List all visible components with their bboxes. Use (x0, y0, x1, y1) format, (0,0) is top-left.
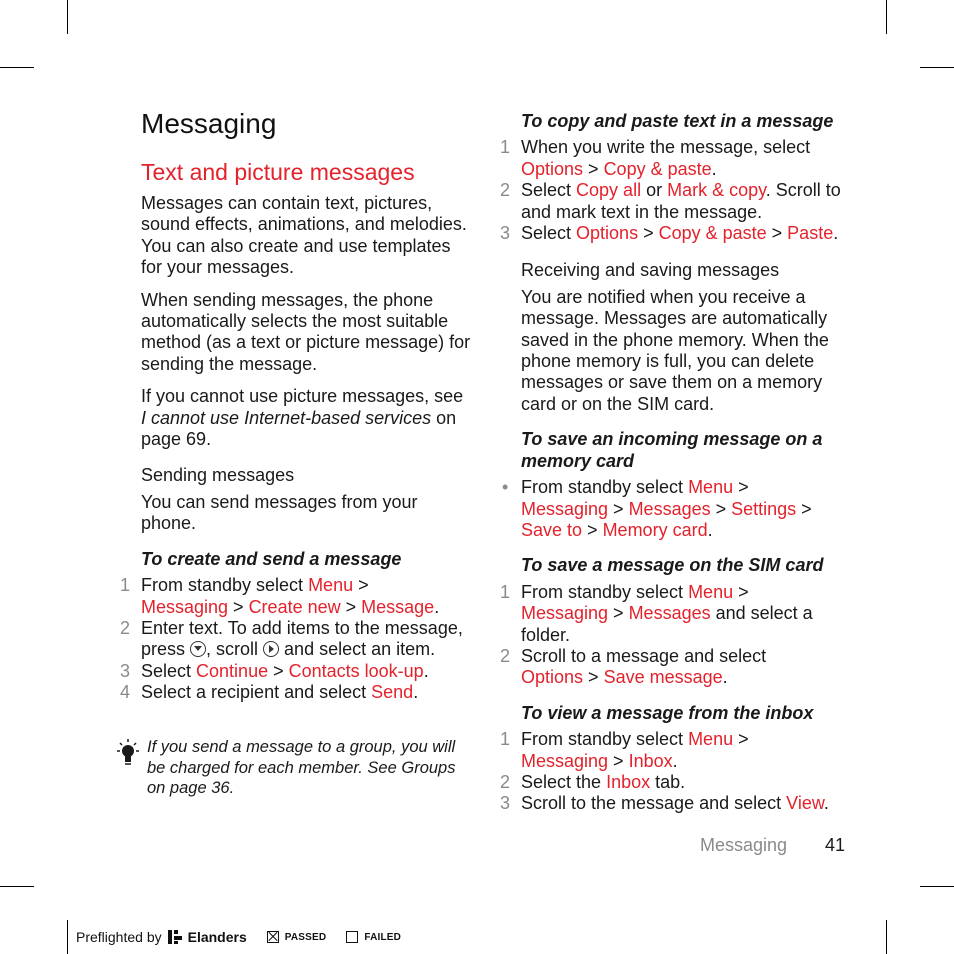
step (500, 137, 851, 180)
crop-mark (920, 67, 954, 68)
separator: > (228, 596, 249, 617)
crop-mark (0, 67, 34, 68)
bullet: • (502, 477, 509, 498)
text: From standby select (521, 729, 689, 750)
step (500, 771, 851, 793)
separator: > (796, 498, 812, 519)
menu-item-paste: Paste (787, 223, 834, 244)
right-column (500, 111, 851, 815)
text: . (823, 793, 829, 814)
text: Select (521, 180, 577, 201)
crop-mark (886, 920, 887, 954)
body-text: You can send messages from your phone. (141, 491, 418, 534)
separator: > (608, 603, 629, 624)
text: on page 69. (141, 407, 457, 450)
text: tab. (650, 771, 686, 792)
task-heading: To create and send a message (141, 548, 402, 569)
text: When you write the message, select (521, 137, 811, 158)
crop-mark (920, 886, 954, 887)
text: If you cannot use picture messages, see (141, 386, 464, 407)
separator: > (608, 750, 629, 771)
separator: > (582, 519, 603, 540)
text: Scroll to a message and select (521, 645, 767, 666)
menu-item-options: Options (521, 667, 584, 688)
text: . (707, 519, 713, 540)
text: From standby select (141, 575, 309, 596)
menu-item-continue: Continue (196, 660, 269, 681)
brand-name: Elanders (187, 929, 247, 945)
menu-item-send: Send (371, 682, 414, 703)
task-heading: To view a message from the inbox (521, 702, 814, 723)
text: and select an item. (279, 639, 436, 660)
separator: > (583, 158, 604, 179)
text: . (672, 750, 678, 771)
text: Select (141, 660, 197, 681)
step (500, 793, 851, 814)
footer-section-name: Messaging (700, 835, 788, 855)
text: . (423, 660, 429, 681)
text: . (413, 682, 419, 703)
menu-item-memory-card: Memory card (602, 519, 708, 540)
crop-mark (67, 920, 68, 954)
text: . (722, 667, 728, 688)
intro-paragraph (141, 386, 471, 450)
separator: > (608, 498, 629, 519)
step (500, 645, 851, 689)
menu-item-create-new: Create new (248, 596, 341, 617)
selection-key-icon (190, 641, 206, 657)
text: Select a recipient and select (141, 682, 372, 703)
subheading: Sending messages (141, 465, 295, 486)
step-number: 3 (500, 223, 511, 244)
step-number: 3 (120, 660, 131, 681)
text: , scroll (206, 639, 264, 660)
text: Enter text. To add items to the message, press (141, 617, 463, 660)
step-number: 2 (500, 771, 511, 792)
menu-item-messaging: Messaging (141, 596, 229, 617)
menu-item-messaging: Messaging (521, 498, 609, 519)
menu-item-menu: Menu (688, 581, 734, 602)
text: Select the (521, 771, 607, 792)
intro-paragraph: Messages can contain text, pictures, sound effects, animations, and melodies. You can also create and use templates for your messages. (141, 193, 467, 278)
lightbulb-tip-icon (114, 737, 142, 767)
menu-item-inbox: Inbox (606, 771, 651, 792)
menu-item-menu: Menu (688, 729, 734, 750)
menu-item-inbox: Inbox (628, 750, 673, 771)
text: and select a folder. (521, 603, 813, 645)
bullet-item (502, 477, 851, 541)
text: From standby select (521, 477, 689, 498)
tip-text: If you send a message to a group, you will be charged for each member. See Groups on page 36. (147, 738, 456, 797)
passed-label: PASSED (284, 931, 327, 943)
menu-item-messages: Messages (628, 498, 711, 519)
step-number: 4 (120, 682, 131, 703)
step-number: 1 (500, 137, 511, 158)
preflight-label: Preflighted by (76, 929, 162, 945)
menu-item-message: Message (361, 596, 435, 617)
page-number: 41 (825, 835, 846, 855)
step-number: 3 (500, 793, 511, 814)
section-title: Text and picture messages (141, 159, 415, 185)
text: . (833, 223, 839, 244)
page-title: Messaging (141, 108, 277, 139)
crop-mark (0, 886, 34, 887)
menu-item-messages: Messages (628, 603, 711, 624)
text: . (711, 158, 717, 179)
menu-item-options: Options (521, 158, 584, 179)
failed-label: FAILED (364, 931, 402, 943)
menu-item-copy-all: Copy all (576, 180, 642, 201)
menu-item-settings: Settings (731, 498, 797, 519)
step-number: 1 (500, 581, 511, 602)
unchecked-box-icon (346, 931, 358, 943)
text: From standby select (521, 581, 689, 602)
separator: > (733, 729, 749, 750)
menu-item-messaging: Messaging (521, 750, 609, 771)
left-column (120, 193, 471, 704)
separator: > (733, 581, 749, 602)
crop-mark (886, 0, 887, 34)
preflight-stamp (76, 929, 401, 945)
text: Scroll to the message and select (521, 793, 787, 814)
subheading: Receiving and saving messages (521, 260, 780, 281)
separator: > (638, 223, 659, 244)
separator: > (733, 477, 749, 498)
step (120, 682, 471, 703)
body-text: You are notified when you receive a message. Messages are automatically saved in the phone memory. When the phone memory is full, you can delete messages or save them on a memory card or on the SIM card. (521, 286, 829, 414)
menu-item-save-to: Save to (521, 519, 583, 540)
step (120, 617, 471, 661)
step (120, 660, 471, 682)
navigation-key-icon (263, 641, 279, 657)
separator: > (583, 667, 604, 688)
separator: > (353, 575, 369, 596)
step (500, 223, 851, 244)
elanders-logo-icon (168, 930, 182, 944)
step (500, 729, 851, 772)
step-number: 2 (120, 617, 131, 638)
intro-paragraph: When sending messages, the phone automatically selects the most suitable method (as a text or picture message) for sending the message. (141, 289, 471, 374)
menu-item-menu: Menu (688, 477, 734, 498)
cross-reference: I cannot use Internet-based services (141, 407, 432, 428)
text: . Scroll to and mark text in the message. (521, 180, 841, 222)
step-number: 1 (500, 729, 511, 750)
menu-item-copy-paste: Copy & paste (658, 223, 767, 244)
step (500, 180, 851, 223)
menu-item-copy-paste: Copy & paste (603, 158, 712, 179)
menu-item-save-message: Save message (603, 667, 723, 688)
task-heading: To save a message on the SIM card (521, 555, 824, 576)
text: Select (521, 223, 577, 244)
separator: > (710, 498, 732, 519)
text: or (641, 180, 668, 201)
step-number: 1 (120, 575, 131, 596)
crop-mark (67, 0, 68, 34)
menu-item-mark-copy: Mark & copy (667, 180, 766, 201)
step (120, 575, 471, 618)
task-heading: To save an incoming message on a memory card (521, 429, 823, 471)
separator: > (268, 660, 289, 681)
menu-item-options: Options (576, 223, 639, 244)
checked-box-icon (267, 931, 279, 943)
separator: > (340, 596, 362, 617)
text: . (434, 596, 440, 617)
menu-item-menu: Menu (308, 575, 354, 596)
step (500, 581, 851, 646)
step-number: 2 (500, 645, 511, 666)
menu-item-messaging: Messaging (521, 603, 609, 624)
task-heading: To copy and paste text in a message (521, 111, 834, 131)
menu-item-view: View (786, 793, 824, 814)
menu-item-contacts-lookup: Contacts look-up (288, 660, 424, 681)
separator: > (766, 223, 788, 244)
step-number: 2 (500, 180, 511, 201)
